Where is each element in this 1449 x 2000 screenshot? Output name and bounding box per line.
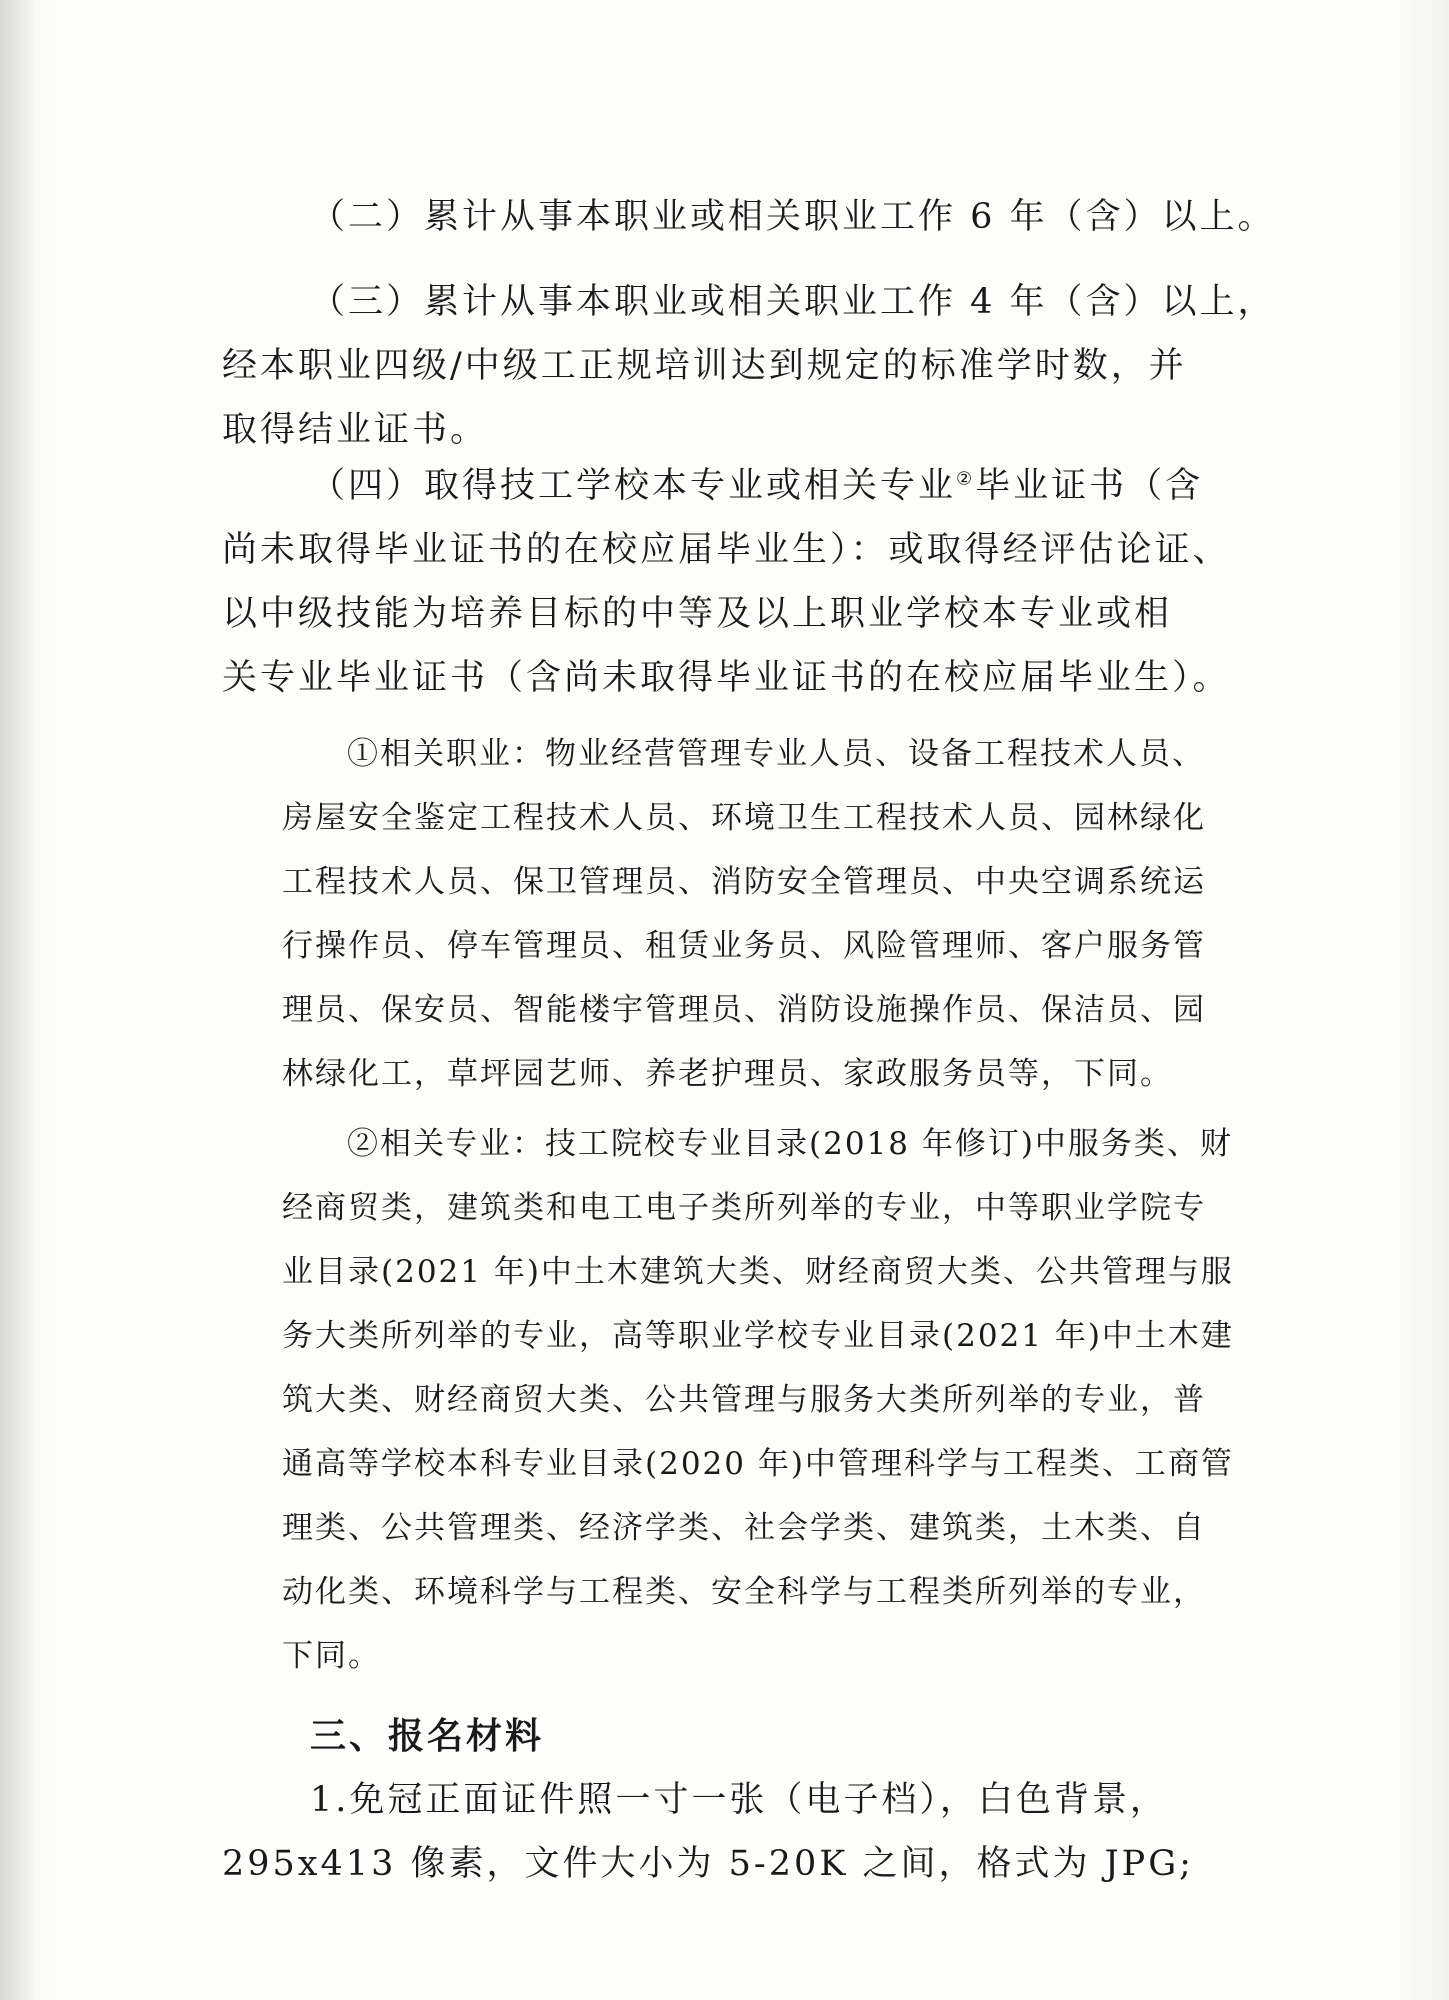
note-1-line: 工程技术人员、保卫管理员、消防安全管理员、中央空调系统运 — [282, 864, 1206, 900]
condition-3-line: 经本职业四级/中级工正规培训达到规定的标准学时数，并 — [222, 346, 1187, 386]
note-related-majors — [282, 1112, 1272, 1688]
condition-4-text-b: 毕业证书（含 — [975, 466, 1204, 506]
condition-3-line: 取得结业证书。 — [222, 410, 489, 450]
note-1-line: 房屋安全鉴定工程技术人员、环境卫生工程技术人员、园林绿化 — [282, 800, 1206, 836]
note-2-line: 下同。 — [282, 1638, 381, 1674]
condition-4-line: 关专业毕业证书（含尚未取得毕业证书的在校应届毕业生）。 — [222, 658, 1231, 698]
material-item-1-line: 1.免冠正面证件照一寸一张（电子档），白色背景， — [310, 1780, 1168, 1820]
note-2-line: 经商贸类，建筑类和电工电子类所列举的专业，中等职业学院专 — [282, 1190, 1206, 1226]
note-2-line: 筑大类、财经商贸大类、公共管理与服务大类所列举的专业，普 — [282, 1382, 1206, 1418]
section-heading-registration-materials: 三、报名材料 — [310, 1716, 545, 1757]
condition-4-line: 尚未取得毕业证书的在校应届毕业生）：或取得经评估论证、 — [222, 530, 1231, 570]
condition-2-text: （二）累计从事本职业或相关职业工作 6 年（含）以上。 — [310, 197, 1276, 237]
condition-4 — [222, 454, 1282, 710]
condition-4-line — [222, 454, 1282, 518]
note-1-line: 林绿化工，草坪园艺师、养老护理员、家政服务员等，下同。 — [282, 1056, 1173, 1092]
note-1-line: ①相关职业：物业经营管理专业人员、设备工程技术人员、 — [347, 736, 1205, 772]
material-item-1 — [222, 1768, 1282, 1896]
note-2-line: 业目录(2021 年)中土木建筑大类、财经商贸大类、公共管理与服 — [282, 1254, 1234, 1290]
condition-3 — [222, 270, 1282, 462]
note-2-line: 理类、公共管理类、经济学类、社会学类、建筑类，土木类、自 — [282, 1510, 1206, 1546]
note-1-line: 理员、保安员、智能楼宇管理员、消防设施操作员、保洁员、园 — [282, 992, 1206, 1028]
condition-4-line: 以中级技能为培养目标的中等及以上职业学校本专业或相 — [222, 594, 1173, 634]
note-related-occupations — [282, 722, 1272, 1106]
condition-4-text-a: （四）取得技工学校本专业或相关专业 — [310, 466, 957, 506]
condition-2 — [222, 185, 1282, 249]
page-binding-edge — [0, 0, 34, 2000]
material-item-1-line: 295x413 像素，文件大小为 5-20K 之间，格式为 JPG; — [222, 1844, 1194, 1884]
note-2-line: ②相关专业：技工院校专业目录(2018 年修订)中服务类、财 — [347, 1126, 1233, 1162]
note-2-line: 务大类所列举的专业，高等职业学校专业目录(2021 年)中土木建 — [282, 1318, 1234, 1354]
note-1-line: 行操作员、停车管理员、租赁业务员、风险管理师、客户服务管 — [282, 928, 1206, 964]
condition-3-line: （三）累计从事本职业或相关职业工作 4 年（含）以上， — [310, 282, 1276, 322]
footnote-ref-2: ② — [956, 468, 976, 490]
note-2-line: 动化类、环境科学与工程类、安全科学与工程类所列举的专业， — [282, 1574, 1206, 1610]
note-2-line: 通高等学校本科专业目录(2020 年)中管理科学与工程类、工商管 — [282, 1446, 1234, 1482]
